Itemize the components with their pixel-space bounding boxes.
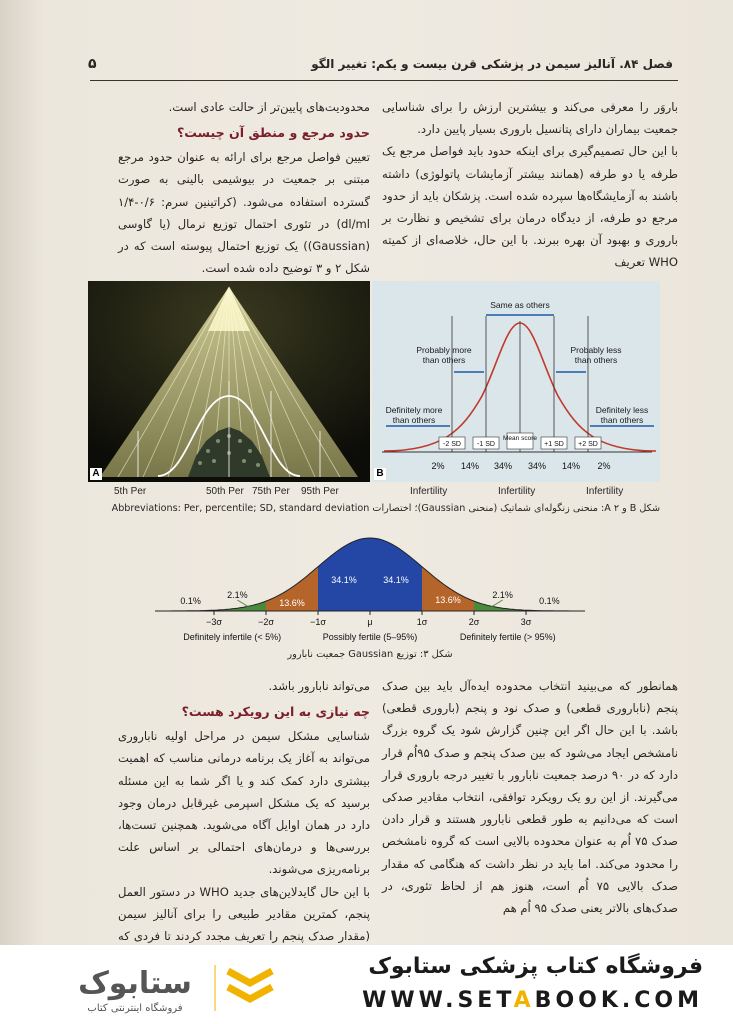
infertility-label: Infertility — [586, 486, 624, 497]
label-probably-more-1: Probably more — [416, 345, 472, 355]
segment-percent-label: 0.1% — [539, 596, 560, 606]
percent-label: 14% — [460, 461, 480, 471]
figure-3-gaussian-chart — [150, 528, 590, 646]
sd-box-plus2: +2 SD — [578, 441, 598, 448]
segment-percent-label: 0.1% — [180, 596, 201, 606]
axis-tick-label: 1σ — [416, 617, 428, 627]
label-probably-more-2: than others — [422, 355, 466, 365]
page-number: ۵ — [88, 56, 97, 72]
bottom-right-column — [382, 675, 678, 919]
figure-2a-galton-board — [88, 281, 370, 482]
paragraph: می‌تواند نابارور باشد. — [268, 679, 370, 693]
percent-label: 34% — [527, 461, 547, 471]
top-right-column — [382, 96, 678, 274]
infertility-label: Infertility — [410, 486, 448, 497]
percentile-5: 5th Per — [114, 486, 147, 497]
url-accent-letter: A — [513, 988, 535, 1013]
label-probably-less-2: than others — [574, 355, 618, 365]
percent-label: 2% — [597, 461, 611, 471]
segment-percent-label: 34.1% — [383, 575, 409, 585]
setabook-logo[interactable] — [30, 959, 280, 1015]
percent-label: 14% — [561, 461, 581, 471]
label-definitely-more-2: than others — [392, 415, 436, 425]
axis-tick-label: −3σ — [206, 617, 222, 627]
logo-wordmark: ستابوک — [78, 966, 192, 1001]
paragraph: تعیین فواصل مرجع برای ارائه به عنوان حدود مرجع مبتنی بر جمعیت در بیوشیمی بالینی به صورت گسترده استفاده می‌شود. (کراتینین سرم: ۰/۶-۱/۴ dl/ml) در تئوری احتمال توزیع نرمال (یا گاوسی (Gaussian)) یک توزیع احتمال پیوسته است که در شکل ۲ و ۳ توضیح داده شده است. — [118, 150, 370, 276]
footer-banner — [0, 945, 733, 1024]
panel-label-a: A — [90, 468, 102, 480]
shop-url[interactable] — [362, 988, 703, 1013]
sd-box-plus1: +1 SD — [544, 441, 564, 448]
percent-label: 34% — [493, 461, 513, 471]
figure-2-caption — [100, 502, 660, 516]
axis-tick-label: 3σ — [520, 617, 532, 627]
section-heading: حدود مرجع و منطق آن چیست؟ — [177, 125, 370, 141]
segment-percent-label: 2.1% — [227, 590, 248, 600]
percentile-95: 95th Per — [301, 486, 339, 497]
chapter-title: فصل ۸۴. آنالیز سیمن در پزشکی قرن بیست و یکم: تغییر الگو — [311, 57, 673, 71]
percent-label: 2% — [431, 461, 445, 471]
region-label: Possibly fertile (5–95%) — [322, 632, 418, 642]
panel-label-b: B — [374, 468, 386, 480]
region-label: Definitely fertile (> 95%) — [459, 632, 556, 642]
infertility-labels — [372, 486, 660, 500]
segment-percent-label: 13.6% — [279, 598, 305, 608]
paragraph: باروَر را معرفی می‌کند و بیشترین ارزش را برای شناسایی جمعیت بیماران دارای پتانسیل باروری بسیار پایین دارد. — [382, 100, 678, 137]
sd-box-mean-text: Mean score — [503, 435, 537, 442]
axis-tick-label: −1σ — [310, 617, 326, 627]
figure-2b-bell-curve — [372, 281, 660, 482]
header-rule — [90, 80, 678, 81]
shop-title: فروشگاه کتاب پزشکی ستابوک — [368, 954, 703, 979]
logo-tagline: فروشگاه اینترنتی کتاب — [87, 1003, 183, 1014]
axis-tick-label: 2σ — [468, 617, 480, 627]
axis-tick-label: −2σ — [258, 617, 274, 627]
sd-box-minus1: -1 SD — [477, 441, 495, 448]
axis-tick-label: μ — [367, 617, 373, 627]
paragraph: محدودیت‌های پایین‌تر از حالت عادی است. — [168, 100, 370, 114]
section-heading: چه نیازی به این رویکرد هست؟ — [181, 704, 370, 720]
segment-percent-label: 2.1% — [492, 590, 513, 600]
segment-percent-label: 13.6% — [435, 595, 461, 605]
region-label: Definitely infertile (< 5%) — [183, 632, 282, 642]
caption-en: Abbreviations: Per, percentile; SD, standard deviation — [111, 503, 370, 514]
bottom-left-column — [118, 675, 370, 969]
paragraph: با این حال گایدلاین‌های جدید WHO در دستور العمل پنجم، کمترین مقادیر طبیعی را برای آنالیز سیمن (مقدار صدک پنجم را تعریف مجدد کردند تا فردی که — [118, 884, 370, 944]
label-probably-less-1: Probably less — [570, 345, 622, 355]
url-part: WWW.SET — [362, 988, 514, 1013]
paragraph: شناسایی مشکل سیمن در مراحل اولیه ناباروری می‌تواند به آغاز یک برنامه درمانی مناسب که اهمیت بیشتری دارد کمک کند و یا اگر شما به این مسئله برسید که یک مشکل اسپرمی غیرقابل درمان وجود دارد در همان اوایل آگاه می‌شوید. همچنین تست‌ها، بررسی‌ها و درمان‌های احتمالی بر اساس علت برنامه‌ریزی می‌شوند. — [118, 729, 370, 877]
sd-box-mean — [503, 435, 537, 442]
label-definitely-less-2: than others — [600, 415, 644, 425]
paragraph: همانطور که می‌بینید انتخاب محدوده ایده‌آل باید بین صدک پنجم (ناباروری قطعی) و صدک نود و پنجم (باروری قطعی) باشد. با این حال اگر این چنین گزارش شود یک گروه بزرگ نامشخص ایجاد می‌شود که بین صدک پنجم و صدک ۹۵اُم قرار دارد که در ۹۰ درصد جمعیت نابارور با تغییر درجه باروری قرار می‌گیرند. از این رو یک رویکرد توافقی، انتخاب مقادیر صدکی است که می‌دانیم به طور قطعی نابارور هستند و قرار دادن صدک ۷۵ اُم به عنوان محدوده بالایی است که گروه نامشخص را محدود می‌کند. اما باید در نظر داشت که هنگامی که مقدار صدک بالایی ۷۵ اُم است، هنوز هم از لحاظ تئوری، در صدک‌های بالاتر یعنی صدک ۹۵ اُم هم — [382, 679, 678, 916]
top-left-column — [118, 96, 370, 279]
url-part: BOOK.COM — [534, 988, 703, 1013]
label-definitely-more-1: Definitely more — [385, 405, 443, 415]
percentile-75: 75th Per — [252, 486, 290, 497]
segment-percent-label: 34.1% — [331, 575, 357, 585]
paragraph: با این حال تصمیم‌گیری برای اینکه حدود باید فواصل مرجع یک طرفه یا دو طرفه (همانند بیشتر آزمایشات پاتولوژی) داشته باشند به آزمایشگاه‌ها سپرده شده است. پزشکان باید از حدود مرجع دو طرفه، از دیدگاه درمان برای تشخیص و نظارت بر باروری و بهبود آن بهره ببرند. با این حال، خلاصه‌ای از کمیته WHO تعریف — [382, 144, 678, 270]
caption-fa: شکل B و A ۲: منحنی زنگوله‌ای شماتیک (منحنی Gaussian)؛ اختصارات — [372, 503, 660, 514]
book-chevron-icon — [228, 971, 272, 999]
infertility-label: Infertility — [498, 486, 536, 497]
percentile-50: 50th Per — [206, 486, 244, 497]
label-same-as-others: Same as others — [490, 300, 550, 310]
percentile-labels — [96, 486, 366, 500]
figure-3-caption: شکل ۳: توزیع Gaussian جمعیت نابارور — [287, 649, 453, 660]
sd-box-minus2: -2 SD — [443, 441, 461, 448]
label-definitely-less-1: Definitely less — [595, 405, 649, 415]
